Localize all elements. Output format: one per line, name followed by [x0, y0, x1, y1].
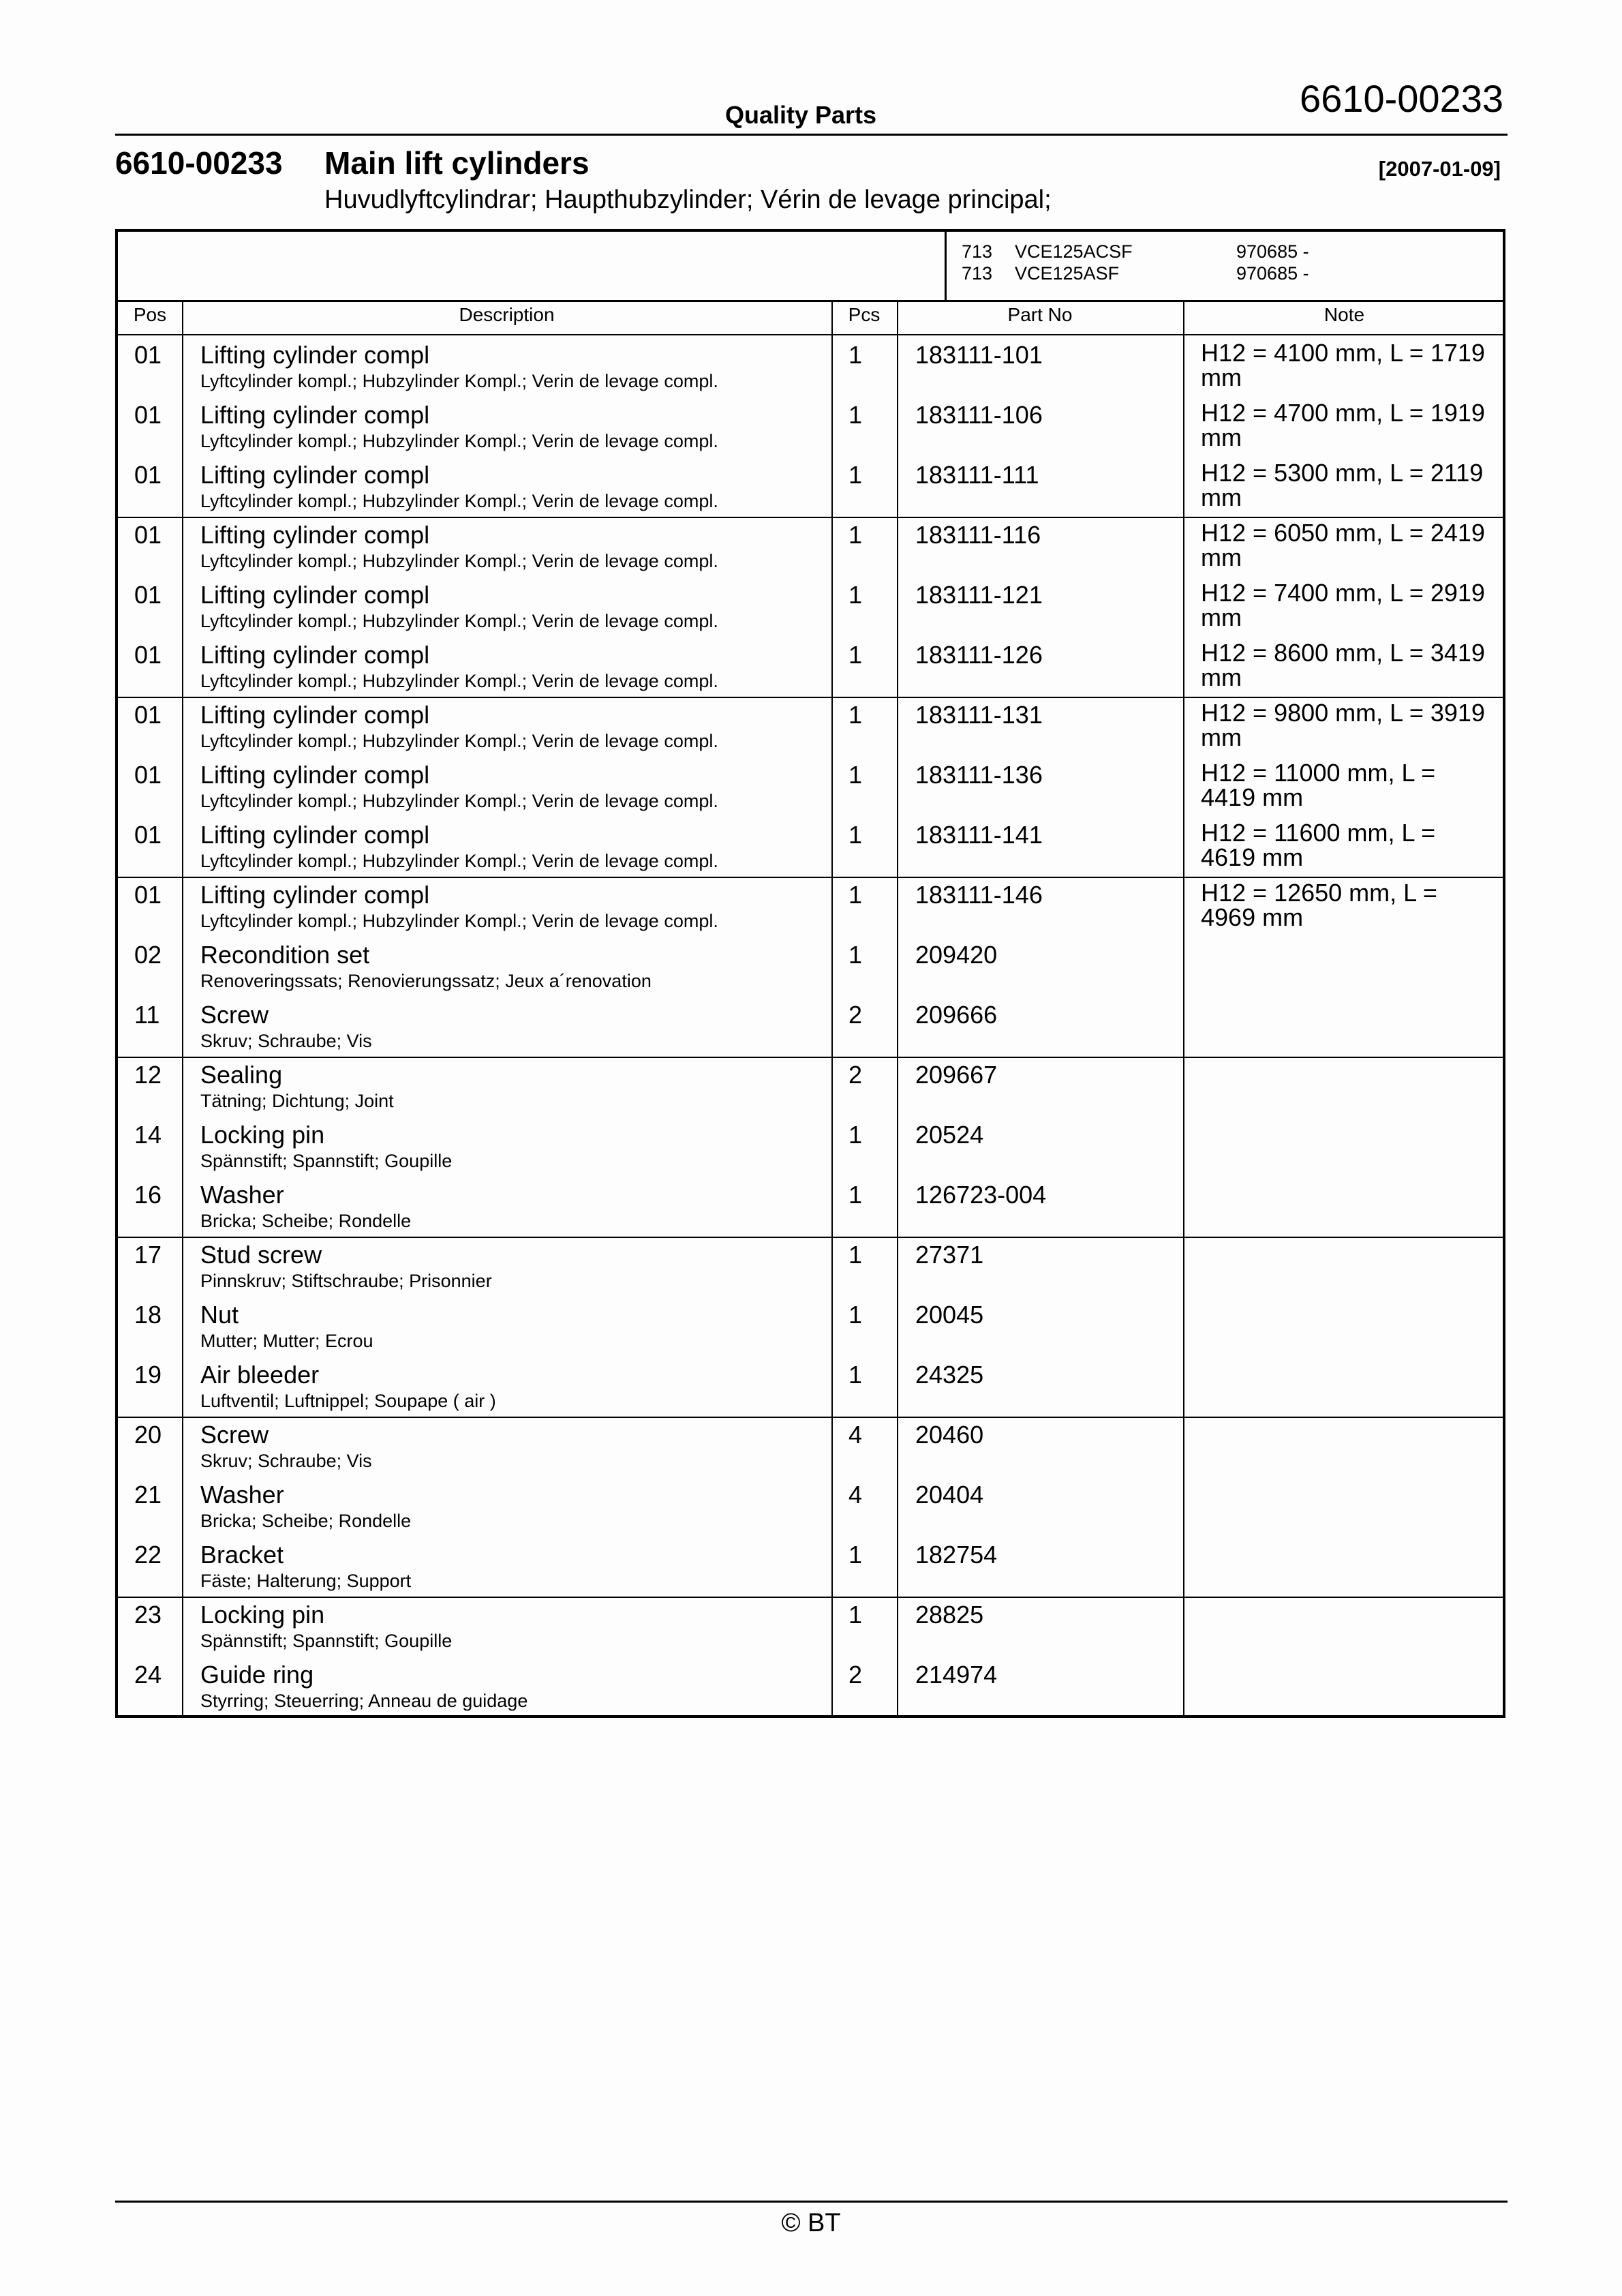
cell-description: Bracket — [200, 1541, 284, 1569]
cell-description: Lifting cylinder compl — [200, 581, 430, 609]
table-row — [118, 577, 1503, 637]
cell-description-translations: Renoveringssats; Renovierungssatz; Jeux a´renovation — [200, 971, 652, 991]
cell-description: Screw — [200, 1001, 269, 1029]
col-head-part-no: Part No — [1007, 304, 1073, 325]
cell-note: H12 = 5300 mm, L = 2119 mm — [1201, 459, 1484, 511]
table-row — [118, 337, 1503, 397]
cell-description: Locking pin — [200, 1121, 325, 1149]
cell-part-no: 183111-146 — [915, 881, 1043, 909]
cell-description-translations: Mutter; Mutter; Ecrou — [200, 1331, 373, 1351]
cell-description-translations: Lyftcylinder kompl.; Hubzylinder Kompl.; Verin de levage compl. — [200, 551, 718, 571]
cell-description-translations: Luftventil; Luftnippel; Soupape ( air ) — [200, 1391, 496, 1411]
cell-pos: 01 — [134, 701, 162, 729]
cell-pcs: 2 — [848, 1661, 863, 1689]
table-row — [118, 817, 1503, 877]
cell-part-no: 183111-106 — [915, 401, 1043, 429]
page-title: Main lift cylinders — [324, 145, 590, 181]
header-rule — [115, 134, 1508, 136]
col-head-note: Note — [1323, 304, 1365, 325]
cell-part-no: 183111-141 — [915, 821, 1043, 849]
table-row — [118, 1657, 1503, 1717]
cell-description-translations: Lyftcylinder kompl.; Hubzylinder Kompl.; Verin de levage compl. — [200, 731, 718, 751]
cell-description: Washer — [200, 1181, 284, 1209]
table-row — [118, 1417, 1503, 1477]
cell-part-no: 28825 — [915, 1601, 984, 1629]
cell-description-translations: Lyftcylinder kompl.; Hubzylinder Kompl.; Verin de levage compl. — [200, 491, 718, 511]
cell-description: Washer — [200, 1481, 284, 1509]
cell-part-no: 183111-111 — [915, 461, 1039, 489]
parts-table — [115, 229, 1505, 1718]
cell-pcs: 1 — [848, 1241, 863, 1269]
table-row — [118, 517, 1503, 577]
cell-pos: 01 — [134, 761, 162, 789]
cell-pcs: 1 — [848, 1181, 863, 1209]
cell-pcs: 1 — [848, 521, 863, 549]
cell-note: H12 = 6050 mm, L = 2419 mm — [1201, 519, 1485, 571]
cell-description: Lifting cylinder compl — [200, 701, 430, 729]
cell-description: Recondition set — [200, 941, 370, 969]
cell-pos: 17 — [134, 1241, 162, 1269]
cell-note: H12 = 4100 mm, L = 1719 mm — [1201, 339, 1485, 391]
cell-pcs: 1 — [848, 581, 863, 609]
model-name-2: VCE125ASF — [1015, 263, 1120, 284]
header-title: Quality Parts — [724, 101, 877, 129]
cell-pos: 02 — [134, 941, 162, 969]
cell-pcs: 1 — [848, 1541, 863, 1569]
cell-part-no: 27371 — [915, 1241, 984, 1269]
cell-description-translations: Pinnskruv; Stiftschraube; Prisonnier — [200, 1271, 492, 1291]
table-row — [118, 1297, 1503, 1357]
cell-description: Lifting cylinder compl — [200, 461, 430, 489]
cell-description-translations: Bricka; Scheibe; Rondelle — [200, 1511, 412, 1531]
table-row — [118, 877, 1503, 937]
cell-pcs: 1 — [848, 1301, 863, 1329]
model-serial-1: 970685 - — [1236, 241, 1309, 262]
cell-pos: 01 — [134, 461, 162, 489]
cell-note: H12 = 9800 mm, L = 3919 mm — [1201, 699, 1485, 751]
cell-description-translations: Lyftcylinder kompl.; Hubzylinder Kompl.; Verin de levage compl. — [200, 791, 718, 811]
cell-pos: 11 — [134, 1001, 160, 1029]
model-box — [945, 232, 1510, 300]
cell-part-no: 20524 — [915, 1121, 984, 1149]
cell-pcs: 2 — [848, 1061, 863, 1089]
table-row — [118, 937, 1503, 997]
cell-pcs: 1 — [848, 1361, 863, 1389]
table-row — [118, 1537, 1503, 1597]
cell-description-translations: Tätning; Dichtung; Joint — [200, 1091, 394, 1111]
footer-rule — [115, 2201, 1508, 2203]
cell-description-translations: Lyftcylinder kompl.; Hubzylinder Kompl.; Verin de levage compl. — [200, 851, 718, 871]
cell-description-translations: Spännstift; Spannstift; Goupille — [200, 1151, 453, 1171]
cell-part-no: 209420 — [915, 941, 998, 969]
cell-description: Lifting cylinder compl — [200, 521, 430, 549]
cell-description: Stud screw — [200, 1241, 322, 1269]
cell-description-translations: Skruv; Schraube; Vis — [200, 1031, 372, 1051]
cell-part-no: 209666 — [915, 1001, 998, 1029]
cell-pos: 18 — [134, 1301, 162, 1329]
cell-pcs: 1 — [848, 1601, 863, 1629]
model-series-2: 713 — [962, 263, 993, 284]
table-row — [118, 997, 1503, 1057]
cell-pos: 21 — [134, 1481, 162, 1509]
cell-pos: 01 — [134, 581, 162, 609]
cell-description-translations: Bricka; Scheibe; Rondelle — [200, 1211, 412, 1231]
cell-pos: 20 — [134, 1421, 162, 1449]
title-row — [115, 145, 1501, 185]
cell-description-translations: Lyftcylinder kompl.; Hubzylinder Kompl.; Verin de levage compl. — [200, 371, 718, 391]
cell-part-no: 24325 — [915, 1361, 984, 1389]
cell-part-no: 183111-126 — [915, 641, 1043, 669]
cell-part-no: 182754 — [915, 1541, 998, 1569]
cell-pcs: 1 — [848, 761, 863, 789]
cell-pos: 24 — [134, 1661, 162, 1689]
cell-pcs: 1 — [848, 461, 863, 489]
table-row — [118, 1237, 1503, 1297]
title-date: [2007-01-09] — [1378, 157, 1501, 181]
cell-description-translations: Lyftcylinder kompl.; Hubzylinder Kompl.; Verin de levage compl. — [200, 911, 718, 931]
cell-pcs: 1 — [848, 701, 863, 729]
cell-description: Lifting cylinder compl — [200, 881, 430, 909]
cell-description-translations: Lyftcylinder kompl.; Hubzylinder Kompl.; Verin de levage compl. — [200, 431, 718, 451]
cell-description: Lifting cylinder compl — [200, 761, 430, 789]
cell-pos: 12 — [134, 1061, 162, 1089]
cell-description: Air bleeder — [200, 1361, 320, 1389]
table-row — [118, 1117, 1503, 1177]
cell-part-no: 183111-121 — [915, 581, 1043, 609]
col-head-pcs: Pcs — [848, 304, 881, 325]
cell-pos: 19 — [134, 1361, 162, 1389]
table-row — [118, 1057, 1503, 1117]
table-row — [118, 637, 1503, 697]
cell-description-translations: Lyftcylinder kompl.; Hubzylinder Kompl.; Verin de levage compl. — [200, 611, 718, 631]
table-row — [118, 757, 1503, 817]
table-row — [118, 1357, 1503, 1417]
cell-pcs: 1 — [848, 401, 863, 429]
cell-note: H12 = 12650 mm, L = 4969 mm — [1201, 879, 1437, 931]
cell-part-no: 209667 — [915, 1061, 998, 1089]
model-series-1: 713 — [962, 241, 993, 262]
table-row — [118, 1477, 1503, 1537]
cell-part-no: 20404 — [915, 1481, 984, 1509]
document-id-top: 6610-00233 — [1300, 77, 1503, 120]
cell-description: Lifting cylinder compl — [200, 821, 430, 849]
cell-description: Sealing — [200, 1061, 283, 1089]
model-name-1: VCE125ACSF — [1015, 241, 1133, 262]
title-code: 6610-00233 — [115, 145, 283, 181]
cell-part-no: 183111-116 — [915, 521, 1041, 549]
cell-description: Guide ring — [200, 1661, 314, 1689]
cell-pcs: 4 — [848, 1421, 863, 1449]
cell-note: H12 = 7400 mm, L = 2919 mm — [1201, 579, 1485, 631]
table-row — [118, 397, 1503, 457]
cell-description: Screw — [200, 1421, 269, 1449]
cell-pcs: 1 — [848, 941, 863, 969]
cell-description-translations: Fäste; Halterung; Support — [200, 1571, 412, 1591]
cell-part-no: 183111-136 — [915, 761, 1043, 789]
cell-description: Nut — [200, 1301, 239, 1329]
cell-description: Lifting cylinder compl — [200, 341, 430, 369]
cell-pcs: 4 — [848, 1481, 863, 1509]
header-bottom-rule — [118, 334, 1503, 335]
cell-pcs: 1 — [848, 641, 863, 669]
cell-pos: 01 — [134, 341, 162, 369]
table-row — [118, 1177, 1503, 1237]
cell-description: Lifting cylinder compl — [200, 401, 430, 429]
model-serial-2: 970685 - — [1236, 263, 1309, 284]
cell-pcs: 1 — [848, 881, 863, 909]
cell-description: Locking pin — [200, 1601, 325, 1629]
header-top-rule — [118, 300, 1503, 302]
cell-part-no: 183111-131 — [915, 701, 1043, 729]
cell-note: H12 = 11600 mm, L = 4619 mm — [1201, 819, 1436, 871]
cell-pcs: 2 — [848, 1001, 863, 1029]
cell-description-translations: Styrring; Steuerring; Anneau de guidage — [200, 1691, 528, 1711]
cell-pcs: 1 — [848, 821, 863, 849]
cell-description-translations: Spännstift; Spannstift; Goupille — [200, 1631, 453, 1651]
cell-pos: 01 — [134, 521, 162, 549]
cell-description: Lifting cylinder compl — [200, 641, 430, 669]
cell-note: H12 = 4700 mm, L = 1919 mm — [1201, 399, 1485, 451]
table-row — [118, 697, 1503, 757]
table-row — [118, 1597, 1503, 1657]
cell-part-no: 183111-101 — [915, 341, 1043, 369]
cell-note: H12 = 8600 mm, L = 3419 mm — [1201, 639, 1485, 691]
cell-part-no: 20045 — [915, 1301, 984, 1329]
cell-pos: 01 — [134, 821, 162, 849]
cell-part-no: 126723-004 — [915, 1181, 1047, 1209]
page-subtitle: Huvudlyftcylindrar; Haupthubzylinder; Vérin de levage principal; — [324, 185, 1052, 214]
cell-note: H12 = 11000 mm, L = 4419 mm — [1201, 759, 1436, 811]
cell-pos: 01 — [134, 641, 162, 669]
footer-copyright: © BT — [781, 2209, 841, 2237]
cell-description-translations: Lyftcylinder kompl.; Hubzylinder Kompl.; Verin de levage compl. — [200, 671, 718, 691]
cell-pos: 16 — [134, 1181, 162, 1209]
cell-part-no: 20460 — [915, 1421, 984, 1449]
cell-pos: 23 — [134, 1601, 162, 1629]
cell-part-no: 214974 — [915, 1661, 998, 1689]
col-head-pos: Pos — [133, 304, 167, 325]
table-row — [118, 457, 1503, 517]
cell-pos: 22 — [134, 1541, 162, 1569]
cell-pos: 01 — [134, 881, 162, 909]
cell-pos: 14 — [134, 1121, 162, 1149]
cell-pos: 01 — [134, 401, 162, 429]
cell-pcs: 1 — [848, 1121, 863, 1149]
cell-pcs: 1 — [848, 341, 863, 369]
cell-description-translations: Skruv; Schraube; Vis — [200, 1451, 372, 1471]
col-head-description: Description — [459, 304, 555, 325]
